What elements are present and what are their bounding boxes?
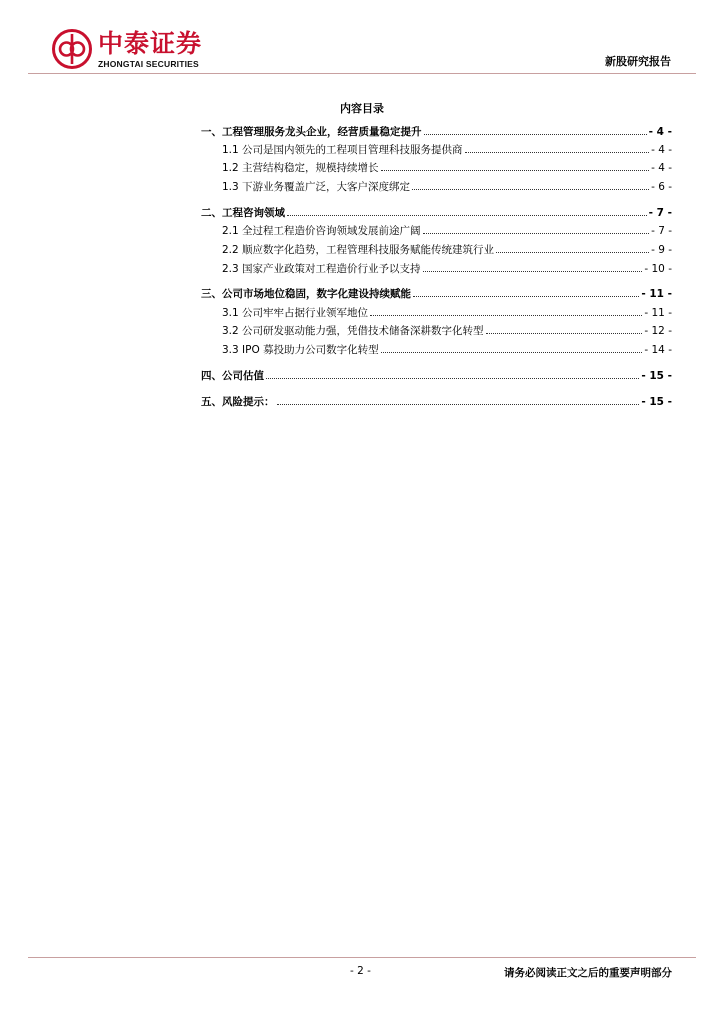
company-logo — [52, 29, 232, 71]
logo-english-name: ZHONGTAI SECURITIES — [98, 59, 199, 69]
toc-dot-leader — [266, 370, 639, 379]
toc-entry-section-1-1[interactable] — [222, 143, 672, 157]
toc-entry-page: - 4 - — [651, 162, 672, 174]
toc-title: 内容目录 — [340, 102, 384, 115]
header-divider — [28, 73, 696, 74]
logo-chinese-name: 中泰证券 — [98, 29, 203, 58]
toc-entry-label: 3.2 公司研发驱动能力强，凭借技术储备深耕数字化转型 — [222, 325, 484, 337]
toc-entry-page: - 15 - — [641, 370, 672, 382]
toc-entry-label: 3.3 IPO 募投助力公司数字化转型 — [222, 344, 379, 356]
report-type-label: 新股研究报告 — [605, 55, 671, 68]
toc-entry-section-2-1[interactable] — [222, 224, 672, 238]
toc-dot-leader — [413, 288, 639, 297]
toc-dot-leader — [465, 144, 650, 153]
toc-entry-page: - 6 - — [651, 181, 672, 193]
toc-dot-leader — [287, 207, 647, 216]
toc-entry-label: 二、工程咨询领域 — [201, 207, 285, 219]
toc-entry-label: 2.3 国家产业政策对工程造价行业予以支持 — [222, 263, 421, 275]
toc-entry-section-2-2[interactable] — [222, 243, 672, 257]
toc-entry-page: - 9 - — [651, 244, 672, 256]
toc-dot-leader — [423, 225, 650, 234]
toc-entry-section-2[interactable] — [201, 206, 672, 220]
toc-entry-section-1-2[interactable] — [222, 161, 672, 175]
toc-entry-section-5[interactable] — [201, 395, 672, 409]
toc-entry-section-2-3[interactable] — [222, 262, 672, 276]
toc-entry-section-1-3[interactable] — [222, 180, 672, 194]
toc-dot-leader — [424, 126, 647, 135]
toc-dot-leader — [381, 162, 650, 171]
toc-dot-leader — [486, 325, 643, 334]
footer-divider — [28, 957, 696, 958]
toc-entry-section-3-1[interactable] — [222, 306, 672, 320]
toc-dot-leader — [496, 244, 649, 253]
toc-entry-page: - 7 - — [651, 225, 672, 237]
toc-entry-label: 1.2 主营结构稳定，规模持续增长 — [222, 162, 379, 174]
toc-entry-section-1[interactable] — [201, 125, 672, 139]
toc-entry-page: - 11 - — [644, 307, 672, 319]
disclaimer-note: 请务必阅读正文之后的重要声明部分 — [504, 967, 672, 979]
zhongtai-logo-icon — [52, 29, 92, 69]
toc-entry-label: 五、风险提示： — [201, 396, 275, 408]
toc-entry-page: - 15 - — [641, 396, 672, 408]
toc-entry-section-3-3[interactable] — [222, 343, 672, 357]
toc-entry-page: - 4 - — [651, 144, 672, 156]
toc-entry-label: 1.3 下游业务覆盖广泛，大客户深度绑定 — [222, 181, 411, 193]
toc-entry-label: 2.1 全过程工程造价咨询领域发展前途广阔 — [222, 225, 421, 237]
toc-entry-label: 2.2 顺应数字化趋势，工程管理科技服务赋能传统建筑行业 — [222, 244, 495, 256]
toc-entry-label: 一、工程管理服务龙头企业，经营质量稳定提升 — [201, 126, 422, 138]
toc-entry-section-4[interactable] — [201, 369, 672, 383]
toc-dot-leader — [412, 181, 649, 190]
toc-entry-label: 三、公司市场地位稳固，数字化建设持续赋能 — [201, 288, 411, 300]
toc-entry-page: - 14 - — [644, 344, 672, 356]
toc-entry-label: 1.1 公司是国内领先的工程项目管理科技服务提供商 — [222, 144, 463, 156]
toc-entry-label: 3.1 公司牢牢占据行业领军地位 — [222, 307, 369, 319]
toc-entry-section-3[interactable] — [201, 287, 672, 301]
toc-entry-page: - 7 - — [648, 207, 672, 219]
toc-dot-leader — [423, 263, 643, 272]
toc-entry-page: - 4 - — [648, 126, 672, 138]
toc-entry-page: - 11 - — [641, 288, 672, 300]
toc-dot-leader — [370, 307, 642, 316]
toc-dot-leader — [277, 396, 640, 405]
page-number: - 2 - — [350, 965, 371, 977]
toc-entry-page: - 12 - — [644, 325, 672, 337]
toc-entry-section-3-2[interactable] — [222, 324, 672, 338]
toc-entry-page: - 10 - — [644, 263, 672, 275]
toc-entry-label: 四、公司估值 — [201, 370, 264, 382]
toc-dot-leader — [381, 344, 643, 353]
